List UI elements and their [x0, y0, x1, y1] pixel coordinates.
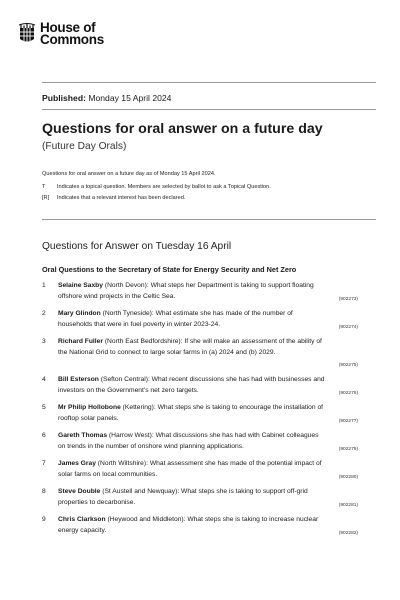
portcullis-icon [18, 23, 36, 45]
department-heading: Oral Questions to the Secretary of State for Energy Security and Net Zero [42, 265, 297, 274]
question-number: 9 [42, 516, 46, 523]
question-number: 7 [42, 460, 46, 467]
question-reference: (902277) [338, 419, 358, 424]
divider [42, 219, 376, 220]
question-number: 3 [42, 338, 46, 345]
member-name: Mr Philip Hollobone [58, 404, 121, 411]
question-text [58, 280, 326, 302]
question-number: 2 [42, 310, 46, 317]
legend-key: [R] [42, 195, 50, 201]
question-body: What discussions she has had with Cabinet colleagues on trends in the number of onshore wind planning applications. [58, 432, 319, 450]
question-reference: (902273) [338, 297, 358, 302]
published-line [42, 93, 171, 103]
member-name: Bill Esterson [58, 376, 99, 383]
question-number: 5 [42, 404, 46, 411]
question-body: If she will make an assessment of the ability of the National Grid to connect to large solar farms in (a) 2024 and (b) 2029. [58, 338, 322, 356]
section-heading: Questions for Answer on Tuesday 16 April [42, 241, 232, 252]
logo-line-1: House of [40, 20, 96, 35]
legend-key: T [42, 184, 46, 190]
question-text [58, 308, 326, 330]
question-reference: (902280) [338, 475, 358, 480]
constituency: (North Tyneside): [102, 310, 154, 317]
question-reference: (902281) [338, 503, 358, 508]
member-name: Steve Double [58, 488, 101, 495]
question-text [58, 486, 326, 508]
question-body: What steps she is taking to encourage the installation of rooftop solar panels. [58, 404, 324, 422]
legend-text: Indicates a topical question. Members are selected by ballot to ask a Topical Question. [57, 184, 271, 190]
question-body: What steps she is taking to increase nuclear energy capacity. [58, 516, 319, 534]
constituency: (St Austell and Newquay): [102, 488, 180, 495]
logo-line-2: Commons [40, 32, 104, 47]
question-reference: (902275) [338, 363, 358, 368]
member-name: Mary Glindon [58, 310, 101, 317]
member-name: Chris Clarkson [58, 516, 106, 523]
question-body: What estimate she has made of the number of households that were in fuel poverty in winter 2023-24. [58, 310, 293, 328]
house-of-commons-logo [18, 22, 104, 46]
constituency: (Sefton Central): [100, 376, 150, 383]
member-name: James Gray [58, 460, 96, 467]
published-date: Monday 15 April 2024 [88, 93, 172, 103]
question-body: What steps her Department is taking to support floating offshore wind projects in the Celtic Sea. [58, 282, 314, 300]
question-text [58, 458, 326, 480]
member-name: Gareth Thomas [58, 432, 108, 439]
legend-item [42, 184, 271, 190]
constituency: (North Devon): [104, 282, 149, 289]
page-title: Questions for oral answer on a future day [42, 121, 323, 137]
constituency: (Heywood and Middleton): [107, 516, 186, 523]
member-name: Richard Fuller [58, 338, 103, 345]
question-number: 6 [42, 432, 46, 439]
question-number: 4 [42, 376, 46, 383]
question-reference: (902276) [338, 391, 358, 396]
question-text [58, 374, 326, 396]
question-number: 1 [42, 282, 46, 289]
intro-text: Questions for oral answer on a future day as of Monday 15 April 2024. [42, 171, 216, 177]
constituency: (Harrow West): [108, 432, 154, 439]
question-reference: (902282) [338, 531, 358, 536]
question-body: What assessment she has made of the potential impact of solar farms on local communities. [58, 460, 322, 478]
logo-wordmark [40, 22, 104, 46]
constituency: (North Wiltshire): [97, 460, 148, 467]
constituency: (Kettering): [122, 404, 156, 411]
question-text [58, 430, 326, 452]
published-label: Published: [42, 93, 86, 103]
question-body: What steps she is taking to support off-grid properties to decarbonise. [58, 488, 308, 506]
question-text [58, 336, 326, 358]
page-subtitle: (Future Day Orals) [42, 141, 127, 152]
divider [42, 82, 376, 83]
divider [42, 109, 376, 110]
legend-text: Indicates that a relevant interest has been declared. [57, 195, 186, 201]
question-number: 8 [42, 488, 46, 495]
question-reference: (902279) [338, 447, 358, 452]
member-name: Selaine Saxby [58, 282, 103, 289]
question-text [58, 402, 326, 424]
question-text [58, 514, 326, 536]
constituency: (North East Bedfordshire): [104, 338, 183, 345]
question-body: What recent discussions she has had with businesses and investors on the Government’s net zero targets. [58, 376, 325, 394]
legend-item [42, 195, 185, 201]
question-reference: (902274) [338, 325, 358, 330]
